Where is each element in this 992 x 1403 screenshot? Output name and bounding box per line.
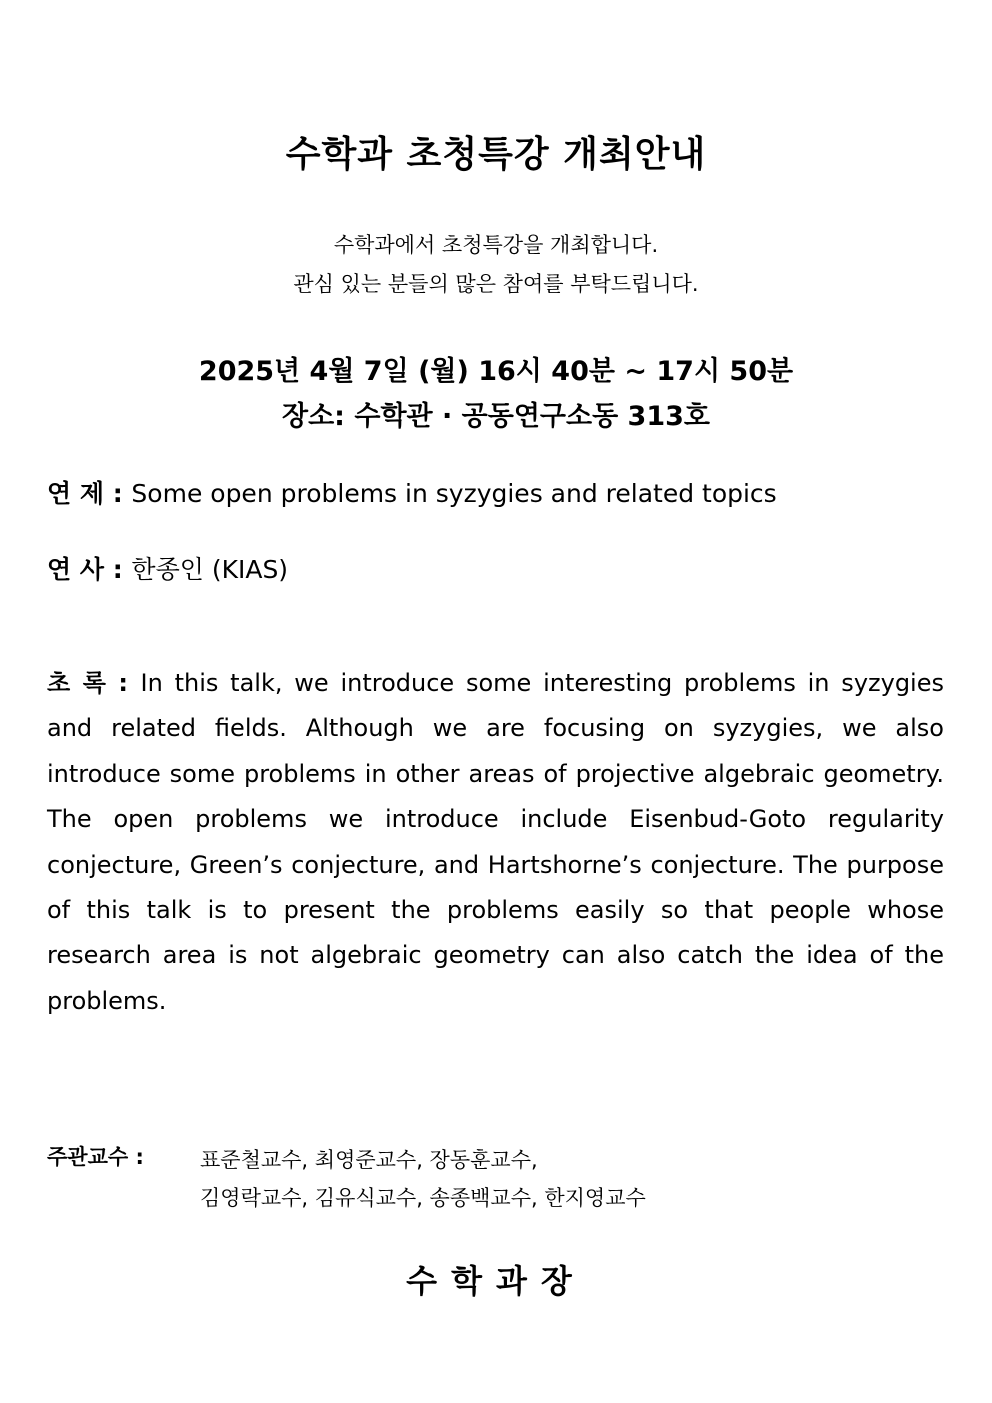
speaker-value: 한종인 (KIAS) bbox=[131, 555, 289, 584]
event-datetime: 2025년 4월 7일 (월) 16시 40분 ~ 17시 50분 bbox=[198, 356, 794, 387]
speaker-row bbox=[47, 550, 288, 586]
event-place: 장소: 수학관 · 공동연구소동 313호 bbox=[282, 401, 710, 432]
hosts-line-2: 김영락교수, 김유식교수, 송종백교수, 한지영교수 bbox=[200, 1186, 646, 1210]
page-title: 수학과 초청특강 개최안내 bbox=[285, 134, 707, 175]
intro-line-1: 수학과에서 초청특강을 개최합니다. bbox=[333, 233, 659, 257]
topic-label: 연 제 : bbox=[47, 479, 132, 508]
abstract-text: In this talk, we introduce some interesting problems in syzygies and related fields. Although we are focusing on syzygies, we also introduce some problems in other areas of projective algebraic geometry. The open problems we introduce include Eisenbud-Goto regularity conjecture, Green’s conjecture, and Hartshorne’s conjecture. The purpose of this talk is to present the problems easily so that people whose research area is not algebraic geometry can also catch the idea of the problems. bbox=[47, 669, 944, 1015]
hosts-line-1: 표준철교수, 최영준교수, 장동훈교수, bbox=[200, 1148, 538, 1172]
intro-line-2: 관심 있는 분들의 많은 참여를 부탁드립니다. bbox=[293, 272, 699, 296]
topic-row bbox=[47, 474, 777, 510]
hosts-label: 주관교수 : bbox=[47, 1145, 144, 1169]
signature: 수학과장 bbox=[406, 1262, 586, 1300]
abstract-label: 초 록 : bbox=[47, 669, 141, 697]
abstract-block bbox=[47, 661, 944, 1024]
topic-value: Some open problems in syzygies and related topics bbox=[131, 479, 777, 508]
speaker-label: 연 사 : bbox=[47, 555, 132, 584]
